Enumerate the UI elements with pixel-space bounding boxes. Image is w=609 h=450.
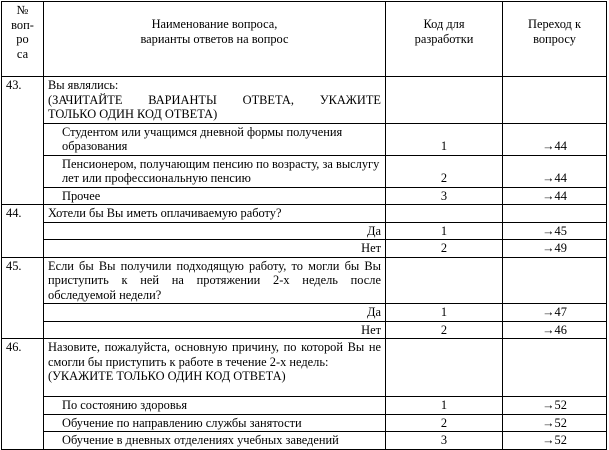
answer-goto: →44 <box>503 187 607 205</box>
empty-cell <box>2 222 44 240</box>
answer-code: 3 <box>386 187 503 205</box>
question-45-row <box>2 257 607 304</box>
question-43-row <box>2 77 607 124</box>
answer-label: Да <box>44 222 386 240</box>
answer-goto: →52 <box>503 397 607 415</box>
header-name-line2: варианты ответов на вопрос <box>140 31 289 46</box>
answer-code: 1 <box>386 222 503 240</box>
empty-cell <box>503 257 607 304</box>
answer-row <box>2 222 607 240</box>
answer-code: 2 <box>386 321 503 339</box>
question-43-line1: Вы являлись: <box>48 78 119 92</box>
answer-goto: →46 <box>503 321 607 339</box>
answer-label: Нет <box>44 240 386 258</box>
answer-code: 2 <box>386 155 503 187</box>
answer-row <box>2 397 607 415</box>
answer-goto: →52 <box>503 414 607 432</box>
answer-row <box>2 123 607 155</box>
header-goto-line1: Переход к <box>528 17 581 31</box>
question-number: 44. <box>2 205 44 223</box>
answer-row <box>2 432 607 450</box>
answer-row <box>2 240 607 258</box>
empty-cell <box>503 77 607 124</box>
answer-row <box>2 414 607 432</box>
header-goto-line2: вопросу <box>533 31 576 46</box>
question-46-row <box>2 339 607 397</box>
header-code <box>386 2 503 77</box>
empty-cell <box>2 414 44 432</box>
answer-label: Да <box>44 304 386 322</box>
header-code-line2: разработки <box>414 31 474 46</box>
answer-goto: →44 <box>503 123 607 155</box>
empty-cell <box>2 155 44 187</box>
question-number: 46. <box>2 339 44 397</box>
answer-goto: →52 <box>503 432 607 450</box>
answer-goto: →44 <box>503 155 607 187</box>
empty-cell <box>2 397 44 415</box>
question-46-line1: Назовите, пожалуйста, основную причину, по которой Вы не смогли бы приступить к работе в течение 2-х недель: <box>48 340 381 369</box>
answer-goto: →45 <box>503 222 607 240</box>
answer-label: Обучение по направлению службы занятости <box>44 414 386 432</box>
empty-cell <box>503 205 607 223</box>
empty-cell <box>2 304 44 322</box>
header-code-line1: Код для <box>423 17 465 31</box>
answer-label: Обучение в дневных отделениях учебных заведений <box>44 432 386 450</box>
empty-cell <box>386 77 503 124</box>
empty-cell <box>503 339 607 397</box>
header-question-name <box>44 2 386 77</box>
question-43-line3: ТОЛЬКО ОДИН КОД ОТВЕТА) <box>48 107 218 121</box>
empty-cell <box>386 257 503 304</box>
empty-cell <box>386 339 503 397</box>
empty-cell <box>386 205 503 223</box>
empty-cell <box>2 321 44 339</box>
question-46-text <box>44 339 386 397</box>
empty-cell <box>2 187 44 205</box>
empty-cell <box>2 432 44 450</box>
answer-goto: →47 <box>503 304 607 322</box>
answer-code: 2 <box>386 240 503 258</box>
answer-row <box>2 321 607 339</box>
question-43-line2: (ЗАЧИТАЙТЕ ВАРИАНТЫ ОТВЕТА, УКАЖИТЕ <box>48 92 381 107</box>
answer-goto: →49 <box>503 240 607 258</box>
question-45-text: Если бы Вы получили подходящую работу, то могли бы Вы приступить к ней на протяжении 2-х недель после обследуемой недели? <box>44 257 386 304</box>
answer-row <box>2 187 607 205</box>
questionnaire-table <box>1 1 607 450</box>
answer-code: 1 <box>386 397 503 415</box>
answer-label: Пенсионером, получающим пенсию по возрасту, за выслугу лет или профессиональную пенсию <box>44 155 386 187</box>
answer-row <box>2 304 607 322</box>
question-43-text <box>44 77 386 124</box>
answer-row <box>2 155 607 187</box>
header-question-number: № воп- ро са <box>2 2 44 77</box>
header-name-line1: Наименование вопроса, <box>151 17 278 31</box>
question-number: 45. <box>2 257 44 304</box>
answer-label: По состоянию здоровья <box>44 397 386 415</box>
answer-code: 1 <box>386 123 503 155</box>
answer-label: Нет <box>44 321 386 339</box>
header-goto <box>503 2 607 77</box>
question-number: 43. <box>2 77 44 124</box>
question-44-row <box>2 205 607 223</box>
answer-code: 1 <box>386 304 503 322</box>
answer-code: 2 <box>386 414 503 432</box>
question-46-line2: (УКАЖИТЕ ТОЛЬКО ОДИН КОД ОТВЕТА) <box>48 369 286 383</box>
question-44-text: Хотели бы Вы иметь оплачиваемую работу? <box>44 205 386 223</box>
empty-cell <box>2 123 44 155</box>
answer-code: 3 <box>386 432 503 450</box>
header-row <box>2 2 607 77</box>
answer-label: Студентом или учащимся дневной формы получения образования <box>44 123 386 155</box>
answer-label: Прочее <box>44 187 386 205</box>
empty-cell <box>2 240 44 258</box>
